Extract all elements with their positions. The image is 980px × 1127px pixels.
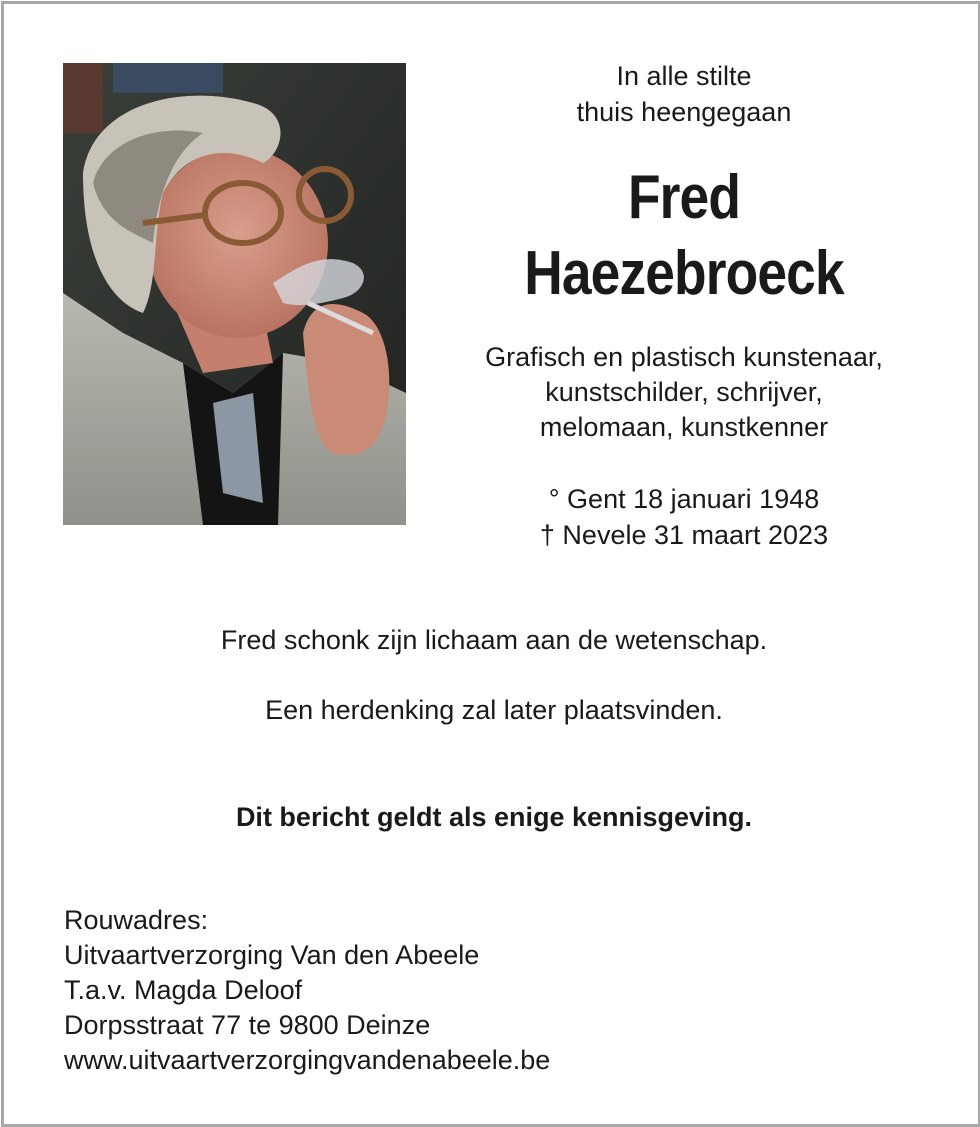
- life-dates: [424, 481, 944, 553]
- notice-text: Dit bericht geldt als enige kennisgeving.: [235, 802, 753, 832]
- last-name: Haezebroeck: [524, 239, 844, 308]
- intro-line-1: In alle stilte: [616, 61, 752, 91]
- address-attention: T.a.v. Magda Deloof: [64, 975, 303, 1005]
- memorial-text: Een herdenking zal later plaatsvinden.: [265, 695, 723, 725]
- intro-line-2: thuis heengegaan: [576, 97, 792, 127]
- body-donation-text: Fred schonk zijn lichaam aan de wetenschap.: [220, 625, 768, 655]
- occupation-line-1: Grafisch en plastisch kunstenaar,: [485, 342, 883, 372]
- intro-text: [424, 58, 944, 130]
- birth-date: ° Gent 18 januari 1948: [548, 484, 820, 514]
- address-heading: Rouwadres:: [64, 905, 209, 935]
- obituary-card: [1, 1, 980, 1127]
- mourning-address: [64, 903, 550, 1078]
- address-street: Dorpsstraat 77 te 9800 Deinze: [64, 1010, 431, 1040]
- occupation-line-2: kunstschilder, schrijver,: [545, 377, 823, 407]
- death-date: † Nevele 31 maart 2023: [539, 520, 829, 550]
- occupation-line-3: melomaan, kunstkenner: [539, 412, 829, 442]
- occupations: [424, 340, 944, 445]
- deceased-name: [460, 160, 907, 312]
- portrait-photo: [63, 63, 406, 525]
- address-website: www.uitvaartverzorgingvandenabeele.be: [64, 1045, 551, 1075]
- address-company: Uitvaartverzorging Van den Abeele: [64, 940, 480, 970]
- first-name: Fred: [627, 163, 741, 232]
